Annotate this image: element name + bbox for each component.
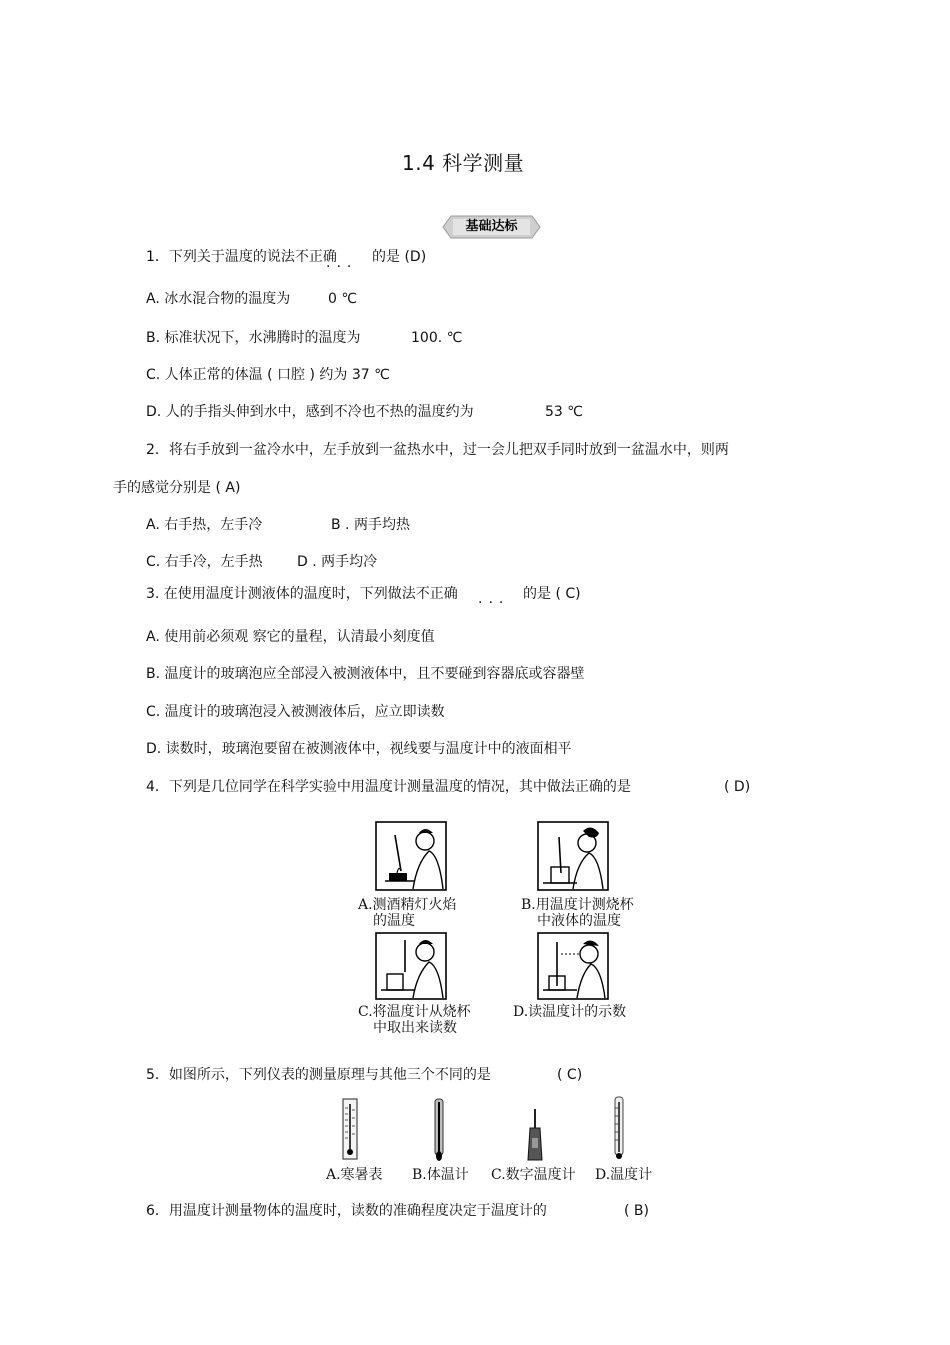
figure-c-caption-line2: 中取出来读数 <box>373 1020 457 1036</box>
section-badge <box>443 216 540 238</box>
instrument-b-caption: B.体温计 <box>412 1167 469 1183</box>
instrument-a-caption: A.寒暑表 <box>326 1167 383 1183</box>
figure-b-caption-line2: 中液体的温度 <box>537 913 621 929</box>
q3-option-d: D. 读数时，玻璃泡要留在被测液体中，视线要与温度计中的液面相平 <box>146 741 572 757</box>
figure-b-caption-line1: B.用温度计测烧杯 <box>521 897 634 913</box>
q6-answer: ( B) <box>624 1203 649 1219</box>
thermometer-a-icon <box>340 1098 360 1162</box>
instrument-d-caption: D.温度计 <box>595 1167 653 1183</box>
q2-option-a: A. 右手热，左手冷 <box>146 517 263 533</box>
q3-stem-part2: 的是 ( C) <box>523 586 581 602</box>
page-title: 1.4 科学测量 <box>402 151 525 175</box>
figure-b-beaker-illustration <box>537 821 609 891</box>
q1-option-a-value: 0 ℃ <box>328 291 358 307</box>
figure-a-alcohol-lamp-illustration <box>375 821 447 891</box>
q1-stem-part1: 1．下列关于温度的说法不正确 <box>146 249 337 265</box>
q5-stem: 5．如图所示，下列仪表的测量原理与其他三个不同的是 <box>146 1067 491 1083</box>
q1-option-a: A. 冰水混合物的温度为 <box>146 291 291 307</box>
instrument-c-caption: C.数字温度计 <box>491 1167 576 1183</box>
digital-thermometer-icon <box>526 1108 544 1164</box>
thermometer-d-icon <box>612 1096 626 1162</box>
q2-stem-line1: 2．将右手放到一盆冷水中，左手放到一盆热水中，过一会儿把双手同时放到一盆温水中，则两 <box>146 442 729 458</box>
q4-stem: 4．下列是几位同学在科学实验中用温度计测量温度的情况，其中做法正确的是 <box>146 779 631 795</box>
figure-c-caption-line1: C.将温度计从烧杯 <box>358 1004 471 1020</box>
figure-d-read-thermometer-illustration <box>537 932 609 1000</box>
q1-emphasis-dots: ··· <box>326 259 358 275</box>
q2-stem-line2: 手的感觉分别是 ( A) <box>113 480 241 496</box>
q1-option-b: B. 标准状况下，水沸腾时的温度为 <box>146 330 361 346</box>
q2-option-b: B . 两手均热 <box>331 517 410 533</box>
figure-a-caption-line2: 的温度 <box>373 913 415 929</box>
q1-stem-part2: 的是 (D) <box>372 249 427 265</box>
q1-option-d: D. 人的手指头伸到水中，感到不冷也不热的温度约为 <box>146 404 474 420</box>
q1-option-d-value: 53 ℃ <box>545 404 583 420</box>
q3-option-b: B. 温度计的玻璃泡应全部浸入被测液体中，且不要碰到容器底或容器壁 <box>146 666 585 682</box>
q3-stem-part1: 3. 在使用温度计测液体的温度时，下列做法不正确 <box>146 586 458 602</box>
thermometer-b-icon <box>431 1098 447 1162</box>
q4-answer: ( D) <box>724 779 751 795</box>
section-badge-label: 基础达标 <box>465 219 518 234</box>
figure-a-caption-line1: A.测酒精灯火焰 <box>358 897 457 913</box>
q1-option-b-value: 100. ℃ <box>411 330 463 346</box>
q2-option-d: D . 两手均冷 <box>297 554 378 570</box>
q5-answer: ( C) <box>557 1067 583 1083</box>
figure-d-caption: D.读温度计的示数 <box>513 1004 627 1020</box>
q1-option-c: C. 人体正常的体温 ( 口腔 ) 约为 37 ℃ <box>146 367 390 383</box>
q2-option-c: C. 右手冷，左手热 <box>146 554 263 570</box>
q3-emphasis-dots: ··· <box>478 595 510 611</box>
q3-option-c: C. 温度计的玻璃泡浸入被测液体后，应立即读数 <box>146 704 445 720</box>
q3-option-a: A. 使用前必须观 察它的量程，认清最小刻度值 <box>146 629 435 645</box>
q6-stem: 6．用温度计测量物体的温度时，读数的准确程度决定于温度计的 <box>146 1203 547 1219</box>
figure-c-remove-thermometer-illustration <box>375 932 447 1000</box>
